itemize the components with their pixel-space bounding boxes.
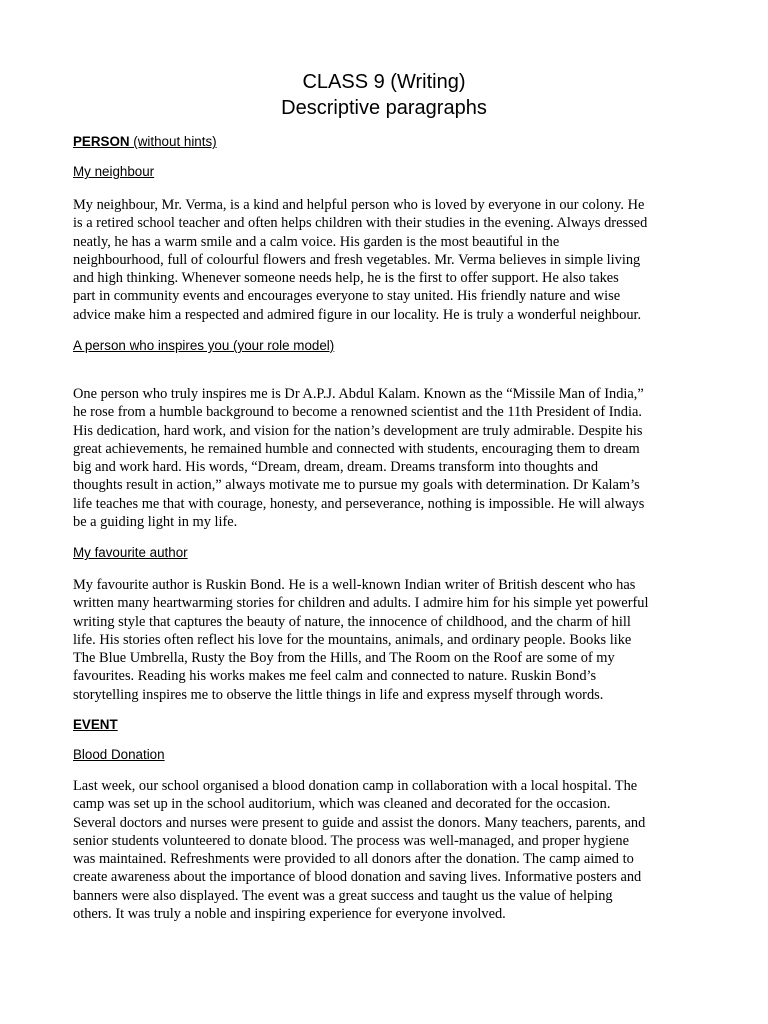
paragraph-line: neighbourhood, full of colourful flowers and fresh vegetables. Mr. Verma believes in simple living <box>73 251 641 268</box>
paragraph-line: Last week, our school organised a blood donation camp in collaboration with a local hospital. The <box>73 778 638 794</box>
paragraph-line: written many heartwarming stories for children and adults. I admire him for his simple yet powerful <box>73 595 649 612</box>
paragraph-line: The Blue Umbrella, Rusty the Boy from the Hills, and The Room on the Roof are some of my <box>73 650 615 667</box>
paragraph-line: advice make him a respected and admired figure in our locality. He is truly a wonderful neighbour. <box>73 306 642 323</box>
section-heading-note: (without hints) <box>129 134 217 149</box>
paragraph-line: neatly, he has a warm smile and a calm voice. His garden is the most beautiful in the <box>73 233 560 250</box>
paragraph-line: he rose from a humble background to become a renowned scientist and the 11th President of India. <box>73 404 642 421</box>
paragraph-line: thoughts result in action,” always motivate me to pursue my goals with determination. Dr Kalam’s <box>73 477 640 494</box>
paragraph-line: is a retired school teacher and often helps children with their studies in the evening. Always dressed <box>73 215 648 232</box>
section-heading-label: PERSON <box>73 134 130 149</box>
paragraph-favourite-author <box>73 576 695 704</box>
paragraph-line: be a guiding light in my life. <box>73 514 238 531</box>
paragraph-line: banners were also displayed. The event was a great success and taught us the value of helping <box>73 887 613 904</box>
paragraph-blood-donation <box>73 777 695 923</box>
paragraph-line: My neighbour, Mr. Verma, is a kind and helpful person who is loved by everyone in our colony. He <box>73 197 645 213</box>
paragraph-my-neighbour <box>73 196 695 324</box>
topic-title-favourite-author: My favourite author <box>73 545 188 560</box>
paragraph-line: writing style that captures the beauty of nature, the innocence of childhood, and the charm of hill <box>73 613 631 630</box>
topic-title-role-model: A person who inspires you (your role model) <box>73 338 335 353</box>
paragraph-line: life teaches me that with courage, honesty, and perseverance, nothing is impossible. He will always <box>73 495 645 512</box>
paragraph-line: senior students volunteered to donate blood. The process was well-managed, and proper hygiene <box>73 832 630 849</box>
page-subtitle: Descriptive paragraphs <box>281 97 487 119</box>
paragraph-line: life. His stories often reflect his love for the mountains, animals, and ordinary people. Books like <box>73 631 632 648</box>
paragraph-line: part in community events and encourages everyone to stay united. His friendly nature and wise <box>73 288 621 305</box>
paragraph-line: great achievements, he remained humble and connected with students, encouraging them to dream <box>73 440 640 457</box>
paragraph-line: One person who truly inspires me is Dr A.P.J. Abdul Kalam. Known as the “Missile Man of India,” <box>73 386 644 402</box>
paragraph-line: big and work hard. His words, “Dream, dream, dream. Dreams transform into thoughts and <box>73 459 599 476</box>
paragraph-line: and high thinking. Whenever someone needs help, he is the first to offer support. He also takes <box>73 270 619 287</box>
section-heading-event: EVENT <box>73 717 118 732</box>
paragraph-role-model <box>73 385 695 531</box>
topic-title-my-neighbour: My neighbour <box>73 164 155 179</box>
paragraph-line: My favourite author is Ruskin Bond. He is a well-known Indian writer of British descent who has <box>73 577 636 593</box>
page-title: CLASS 9 (Writing) <box>302 71 466 93</box>
paragraph-line: favourites. Reading his works makes me feel calm and connected to nature. Ruskin Bond’s <box>73 668 597 685</box>
paragraph-line: was maintained. Refreshments were provided to all donors after the donation. The camp aimed to <box>73 851 634 868</box>
topic-title-blood-donation: Blood Donation <box>73 747 165 762</box>
section-heading-person <box>73 133 217 151</box>
paragraph-line: create awareness about the importance of blood donation and saving lives. Informative posters and <box>73 869 642 886</box>
paragraph-line: storytelling inspires me to observe the little things in life and express myself through words. <box>73 686 604 703</box>
paragraph-line: Several doctors and nurses were present to guide and assist the donors. Many teachers, parents, and <box>73 814 646 831</box>
paragraph-line: camp was set up in the school auditorium, which was cleaned and decorated for the occasion. <box>73 796 611 813</box>
paragraph-line: others. It was truly a noble and inspiring experience for everyone involved. <box>73 906 506 923</box>
paragraph-line: His dedication, hard work, and vision for the nation’s development are truly admirable. Despite his <box>73 422 643 439</box>
